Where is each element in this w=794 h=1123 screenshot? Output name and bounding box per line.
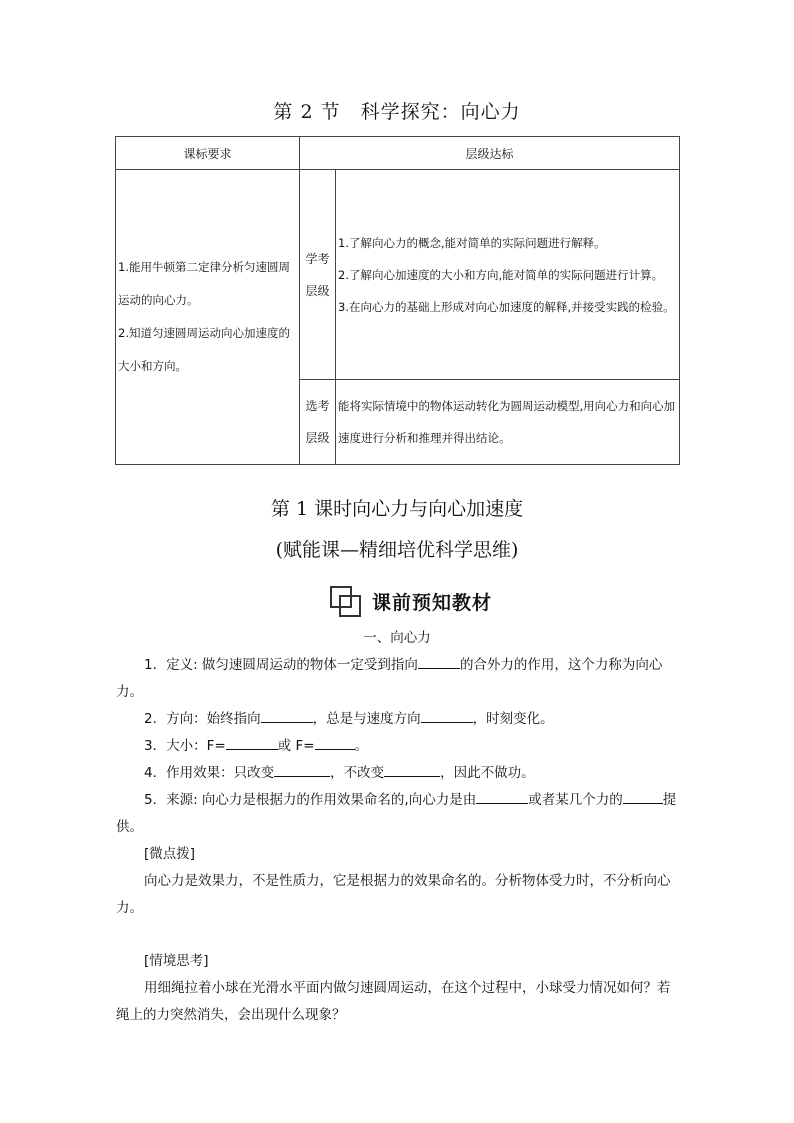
item-3: 3．大小：F= 或 F= 。 xyxy=(116,733,681,760)
tip-text: 向心力是效果力，不是性质力，它是根据力的效果命名的。分析物体受力时，不分析向心力。 xyxy=(116,873,671,916)
item-5: 5．来源: 向心力是根据力的作用效果命名的,向心力是由 或者某几个力的 提供。 xyxy=(116,787,681,841)
fill-blank[interactable] xyxy=(623,787,663,804)
fill-blank[interactable] xyxy=(476,787,528,804)
scene-text: 用细绳拉着小球在光滑水平面内做匀速圆周运动，在这个过程中，小球受力情况如何？若绳上的力突然消失，会出现什么现象？ xyxy=(116,980,671,1023)
section-title: 第 2 节 科学探究：向心力 xyxy=(273,101,521,123)
level1-item: 3.在向心力的基础上形成对向心加速度的解释,并接受实践的检验。 xyxy=(338,299,675,314)
scenario-block xyxy=(116,948,681,1029)
level1-item: 2.了解向心加速度的大小和方向,能对简单的实际问题进行计算。 xyxy=(338,267,664,282)
preview-banner xyxy=(328,583,492,619)
level1-label: 学考层级 xyxy=(300,170,336,380)
standards-cell xyxy=(116,170,300,465)
lesson-subtitle: (赋能课—精细培优科学思维) xyxy=(275,539,519,561)
level2-items xyxy=(336,380,680,465)
overlapping-squares-icon xyxy=(328,584,362,618)
level2-label: 选考层级 xyxy=(300,380,336,465)
level1-items xyxy=(336,170,680,380)
banner-text: 课前预知教材 xyxy=(372,591,493,614)
item-4: 4．作用效果：只改变 ，不改变 ，因此不做功。 xyxy=(116,760,681,787)
fill-blank[interactable] xyxy=(418,652,460,669)
header-levels: 层级达标 xyxy=(300,137,680,170)
fill-blank[interactable] xyxy=(274,760,330,777)
standard-item: 2.知道匀速圆周运动向心加速度的大小和方向。 xyxy=(118,326,290,373)
level1-item: 1.了解向心力的概念,能对简单的实际问题进行解释。 xyxy=(338,235,606,250)
level2-item: 能将实际情境中的物体运动转化为圆周运动模型,用向心力和向心加速度进行分析和推理并得出结论。 xyxy=(338,399,676,445)
fill-blank[interactable] xyxy=(261,706,313,723)
header-standards: 课标要求 xyxy=(116,137,300,170)
sub-heading: 一、向心力 xyxy=(363,630,431,646)
fill-blank[interactable] xyxy=(384,760,440,777)
tip-label: [微点拨] xyxy=(144,846,196,862)
fill-blank[interactable] xyxy=(315,733,355,750)
fill-blank[interactable] xyxy=(421,706,473,723)
requirements-table xyxy=(115,136,680,465)
items-block xyxy=(116,652,681,922)
fill-blank[interactable] xyxy=(226,733,278,750)
lesson-title: 第 1 课时向心力与向心加速度 xyxy=(270,498,524,520)
standard-item: 1.能用牛顿第二定律分析匀速圆周运动的向心力。 xyxy=(118,260,290,307)
scene-label: [情境思考] xyxy=(144,953,209,969)
item-2: 2．方向：始终指向 ，总是与速度方向 ，时刻变化。 xyxy=(116,706,681,733)
item-1: 1．定义: 做匀速圆周运动的物体一定受到指向 的合外力的作用，这个力称为向心力。 xyxy=(116,652,681,706)
